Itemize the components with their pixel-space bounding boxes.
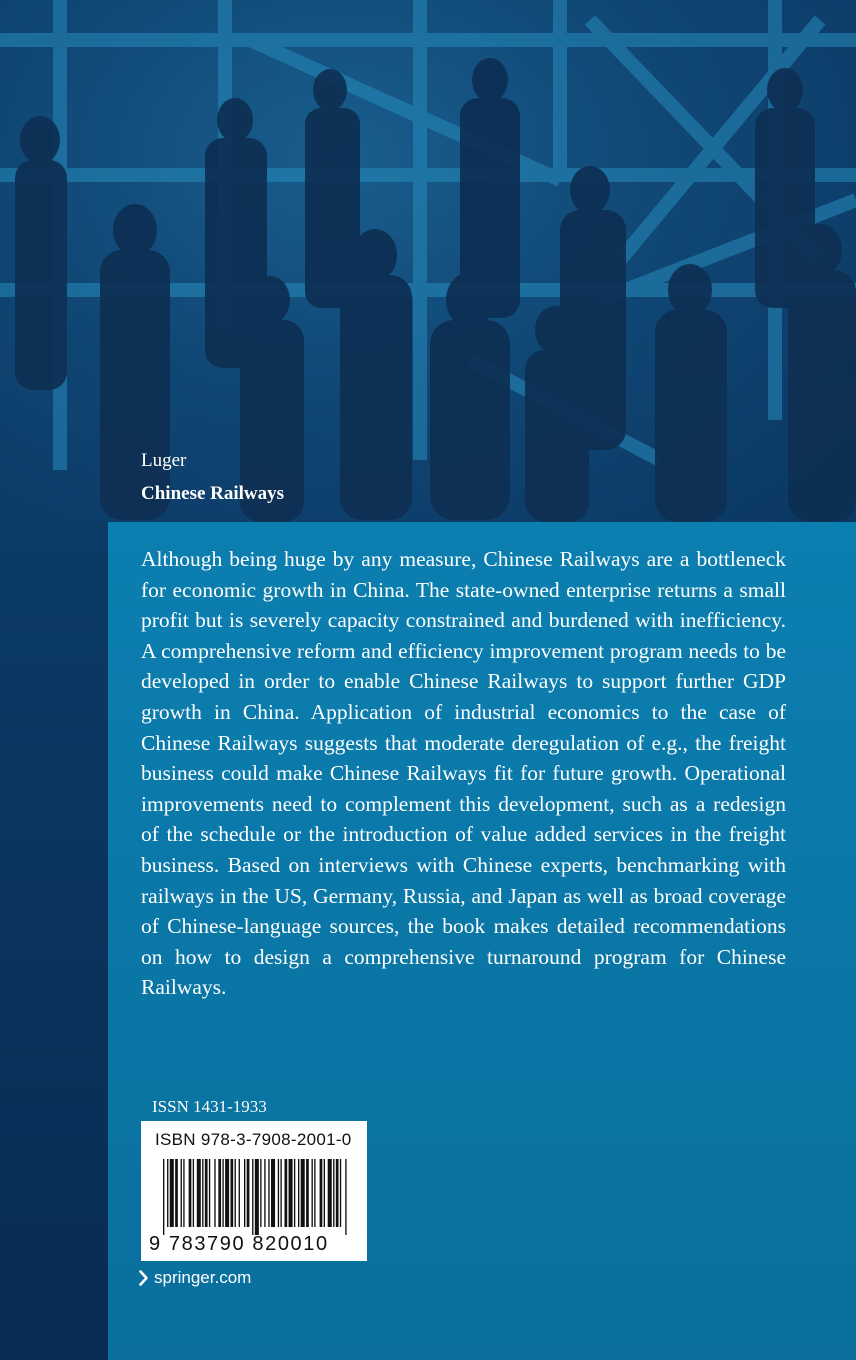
barcode-graphic [163, 1159, 347, 1235]
barcode-bar [222, 1159, 223, 1227]
barcode-bar [189, 1159, 192, 1227]
barcode-bar [244, 1159, 245, 1227]
barcode-bar [271, 1159, 275, 1227]
barcode-bar [225, 1159, 229, 1227]
isbn-barcode-box [141, 1121, 367, 1261]
barcode-bar [285, 1159, 288, 1227]
issn-number: ISSN 1431-1933 [152, 1097, 267, 1116]
barcode-bar [280, 1159, 281, 1227]
barcode-bar [239, 1159, 240, 1227]
barcode-bar [289, 1159, 293, 1227]
author-name: Luger [141, 450, 187, 471]
barcode-bar [320, 1159, 323, 1227]
barcode-bar [193, 1159, 194, 1227]
barcode-bar [340, 1159, 341, 1227]
barcode-bar [294, 1159, 295, 1227]
barcode-bar [231, 1159, 234, 1227]
publisher-link[interactable] [139, 1268, 251, 1288]
barcode-bar [312, 1159, 313, 1227]
barcode-bar [235, 1159, 236, 1227]
book-description: Although being huge by any measure, Chinese Railways are a bottleneck for economic growth in China. The state-owned enterprise returns a small profit but is severely capacity constrained and burdened with inefficiency. A comprehensive reform and efficiency improvement program needs to be developed in order to enable Chinese Railways to support further GDP growth in China. Application of industrial economics to the case of Chinese Railways suggests that moderate deregulation of e.g., the freight business could make Chinese Railways fit for future growth. Operational improvements need to complement this development, such as a redesign of the schedule or the introduction of value added services in the freight business. Based on interviews with Chinese experts, benchmarking with railways in the US, Germany, Russia, and Japan as well as broad coverage of Chinese-language sources, the book makes detailed recommendations on how to design a comprehensive turnaround program for Chinese Railways. [141, 547, 786, 1000]
barcode-bar [175, 1159, 178, 1227]
barcode-bar [345, 1159, 346, 1235]
barcode-bar [260, 1159, 261, 1227]
barcode-bar [197, 1159, 201, 1227]
isbn-label: ISBN 978-3-7908-2001-0 [155, 1130, 352, 1149]
cover-photo-crowd [0, 0, 856, 522]
barcode-bar [209, 1159, 210, 1227]
chevron-right-icon [139, 1270, 148, 1286]
left-dark-strip [0, 522, 108, 1360]
book-title: Chinese Railways [141, 483, 285, 504]
barcode-bar [336, 1159, 339, 1227]
barcode-digits: 9 783790 820010 [149, 1233, 329, 1255]
barcode-bar [170, 1159, 174, 1227]
barcode-bar [183, 1159, 184, 1227]
barcode-bar [205, 1159, 208, 1227]
barcode-bar [181, 1159, 182, 1227]
barcode-bar [333, 1159, 334, 1227]
barcode-bar [167, 1159, 168, 1227]
barcode-bar [314, 1159, 315, 1227]
crowd-silhouette-image [0, 0, 856, 522]
barcode-bar [301, 1159, 305, 1227]
barcode-bar [255, 1159, 259, 1235]
barcode-bar [268, 1159, 269, 1227]
barcode-bar [247, 1159, 250, 1227]
barcode-bar [214, 1159, 215, 1227]
barcode-bar [163, 1159, 164, 1235]
barcode-bar [324, 1159, 325, 1227]
barcode-bar [202, 1159, 203, 1227]
barcode-bar [298, 1159, 299, 1227]
barcode-bar [264, 1159, 265, 1227]
barcode-bar [252, 1159, 253, 1235]
barcode-bar [218, 1159, 221, 1227]
publisher-url[interactable]: springer.com [154, 1268, 252, 1287]
barcode-bar [328, 1159, 332, 1227]
barcode-bar [306, 1159, 309, 1227]
barcode-bar [278, 1159, 279, 1227]
